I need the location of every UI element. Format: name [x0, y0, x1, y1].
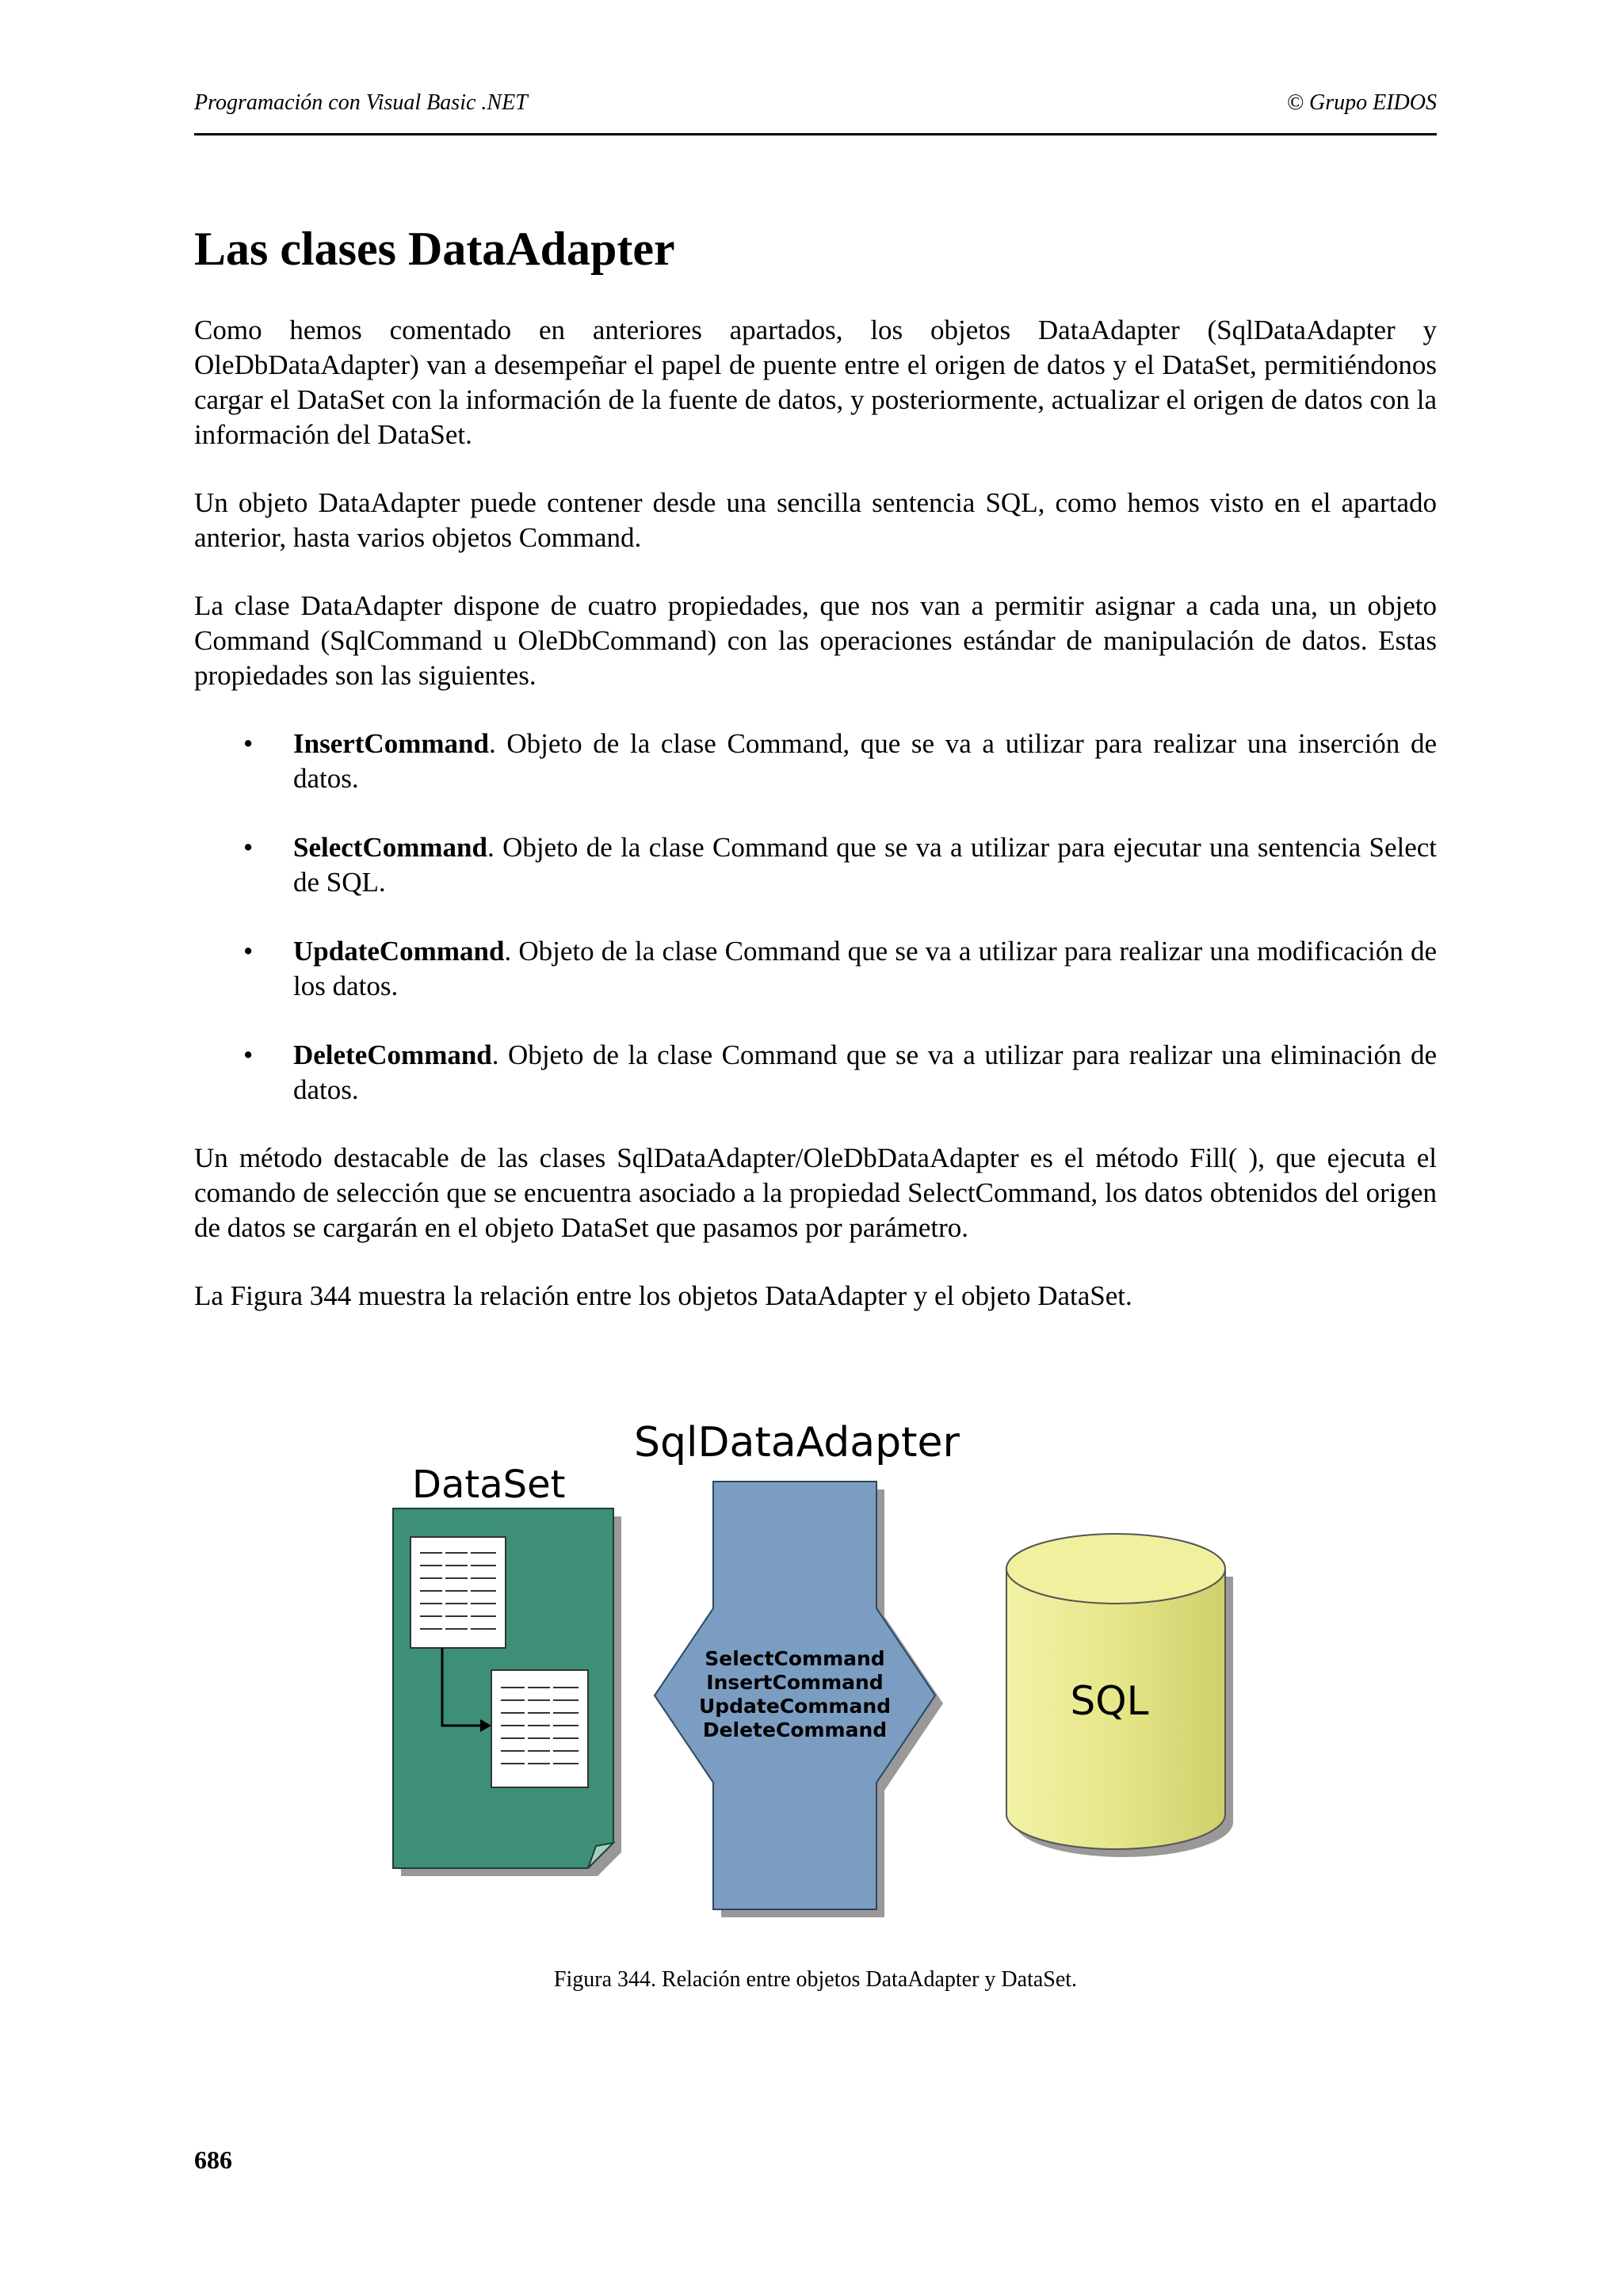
running-header: [194, 87, 1437, 135]
term-updatecommand: UpdateCommand: [293, 936, 505, 967]
list-item-updatecommand: [194, 934, 1437, 1004]
description-deletecommand: . Objeto de la clase Command que se va a utilizar para realizar una eliminación de datos.: [293, 1039, 1437, 1105]
figure-dataadapter-diagram: [388, 1410, 1244, 1917]
page-number: 686: [194, 2145, 232, 2174]
section-title: Las clases DataAdapter: [194, 223, 675, 275]
property-list: [194, 727, 1437, 1108]
command-select: SelectCommand: [705, 1647, 885, 1670]
bullet-symbol: •: [243, 832, 254, 863]
bullet-symbol: •: [243, 1039, 254, 1070]
bullet-symbol: •: [243, 728, 254, 759]
bullet-symbol: •: [243, 936, 254, 967]
list-item-selectcommand: [194, 830, 1437, 900]
adapter-group: [634, 1419, 960, 1917]
term-deletecommand: DeleteCommand: [293, 1039, 492, 1070]
database-group: [1006, 1534, 1233, 1857]
description-selectcommand: . Objeto de la clase Command que se va a utilizar para ejecutar una sentencia Select de SQL.: [293, 832, 1437, 898]
term-selectcommand: SelectCommand: [293, 832, 487, 863]
description-updatecommand: . Objeto de la clase Command que se va a utilizar para realizar una modificación de los datos.: [293, 936, 1437, 1001]
paragraph-properties: La clase DataAdapter dispone de cuatro propiedades, que nos van a permitir asignar a cada una, un objeto Command (SqlCommand u OleDbCommand) con las operaciones estándar de manipulación de datos. Estas propiedades son las siguientes.: [194, 590, 1437, 691]
list-item-insertcommand: [194, 727, 1437, 796]
paragraph-fill-method: Un método destacable de las clases SqlDataAdapter/OleDbDataAdapter es el método Fill( ), que ejecuta el comando de selección que se encuentra asociado a la propiedad SelectCommand, los datos obtenidos del origen de datos se cargarán en el objeto DataSet que pasamos por parámetro.: [194, 1142, 1437, 1243]
description-insertcommand: . Objeto de la clase Command, que se va a utilizar para realizar una inserción de datos.: [293, 728, 1437, 794]
paragraph-intro: Como hemos comentado en anteriores apartados, los objetos DataAdapter (SqlDataAdapter y OleDbDataAdapter) van a desempeñar el papel de puente entre el origen de datos y el DataSet, permitiéndonos cargar el DataSet con la información de la fuente de datos, y posteriormente, actualizar el origen de datos con la información del DataSet.: [194, 315, 1437, 450]
list-item-deletecommand: [194, 1038, 1437, 1108]
term-insertcommand: InsertCommand: [293, 728, 489, 759]
header-book-title: Programación con Visual Basic .NET: [194, 90, 528, 115]
paragraph-figure-reference: La Figura 344 muestra la relación entre los objetos DataAdapter y el objeto DataSet.: [194, 1280, 1132, 1311]
figure-caption: Figura 344. Relación entre objetos DataAdapter y DataSet.: [553, 1967, 1078, 1992]
adapter-label: SqlDataAdapter: [634, 1419, 960, 1466]
paragraph-dataadapter-contents: Un objeto DataAdapter puede contener desde una sencilla sentencia SQL, como hemos visto en el apartado anterior, hasta varios objetos Command.: [194, 487, 1437, 553]
command-list: [699, 1647, 891, 1741]
command-insert: InsertCommand: [706, 1671, 884, 1694]
dataset-group: [393, 1463, 621, 1876]
database-top: [1006, 1534, 1225, 1604]
diagram-svg: [388, 1410, 1244, 1917]
database-label: SQL: [1070, 1678, 1149, 1724]
command-update: UpdateCommand: [698, 1695, 892, 1718]
header-publisher: © Grupo EIDOS: [1286, 90, 1437, 115]
body-text: [194, 313, 1437, 1347]
command-delete: DeleteCommand: [702, 1718, 888, 1741]
dataset-label: DataSet: [412, 1463, 566, 1507]
